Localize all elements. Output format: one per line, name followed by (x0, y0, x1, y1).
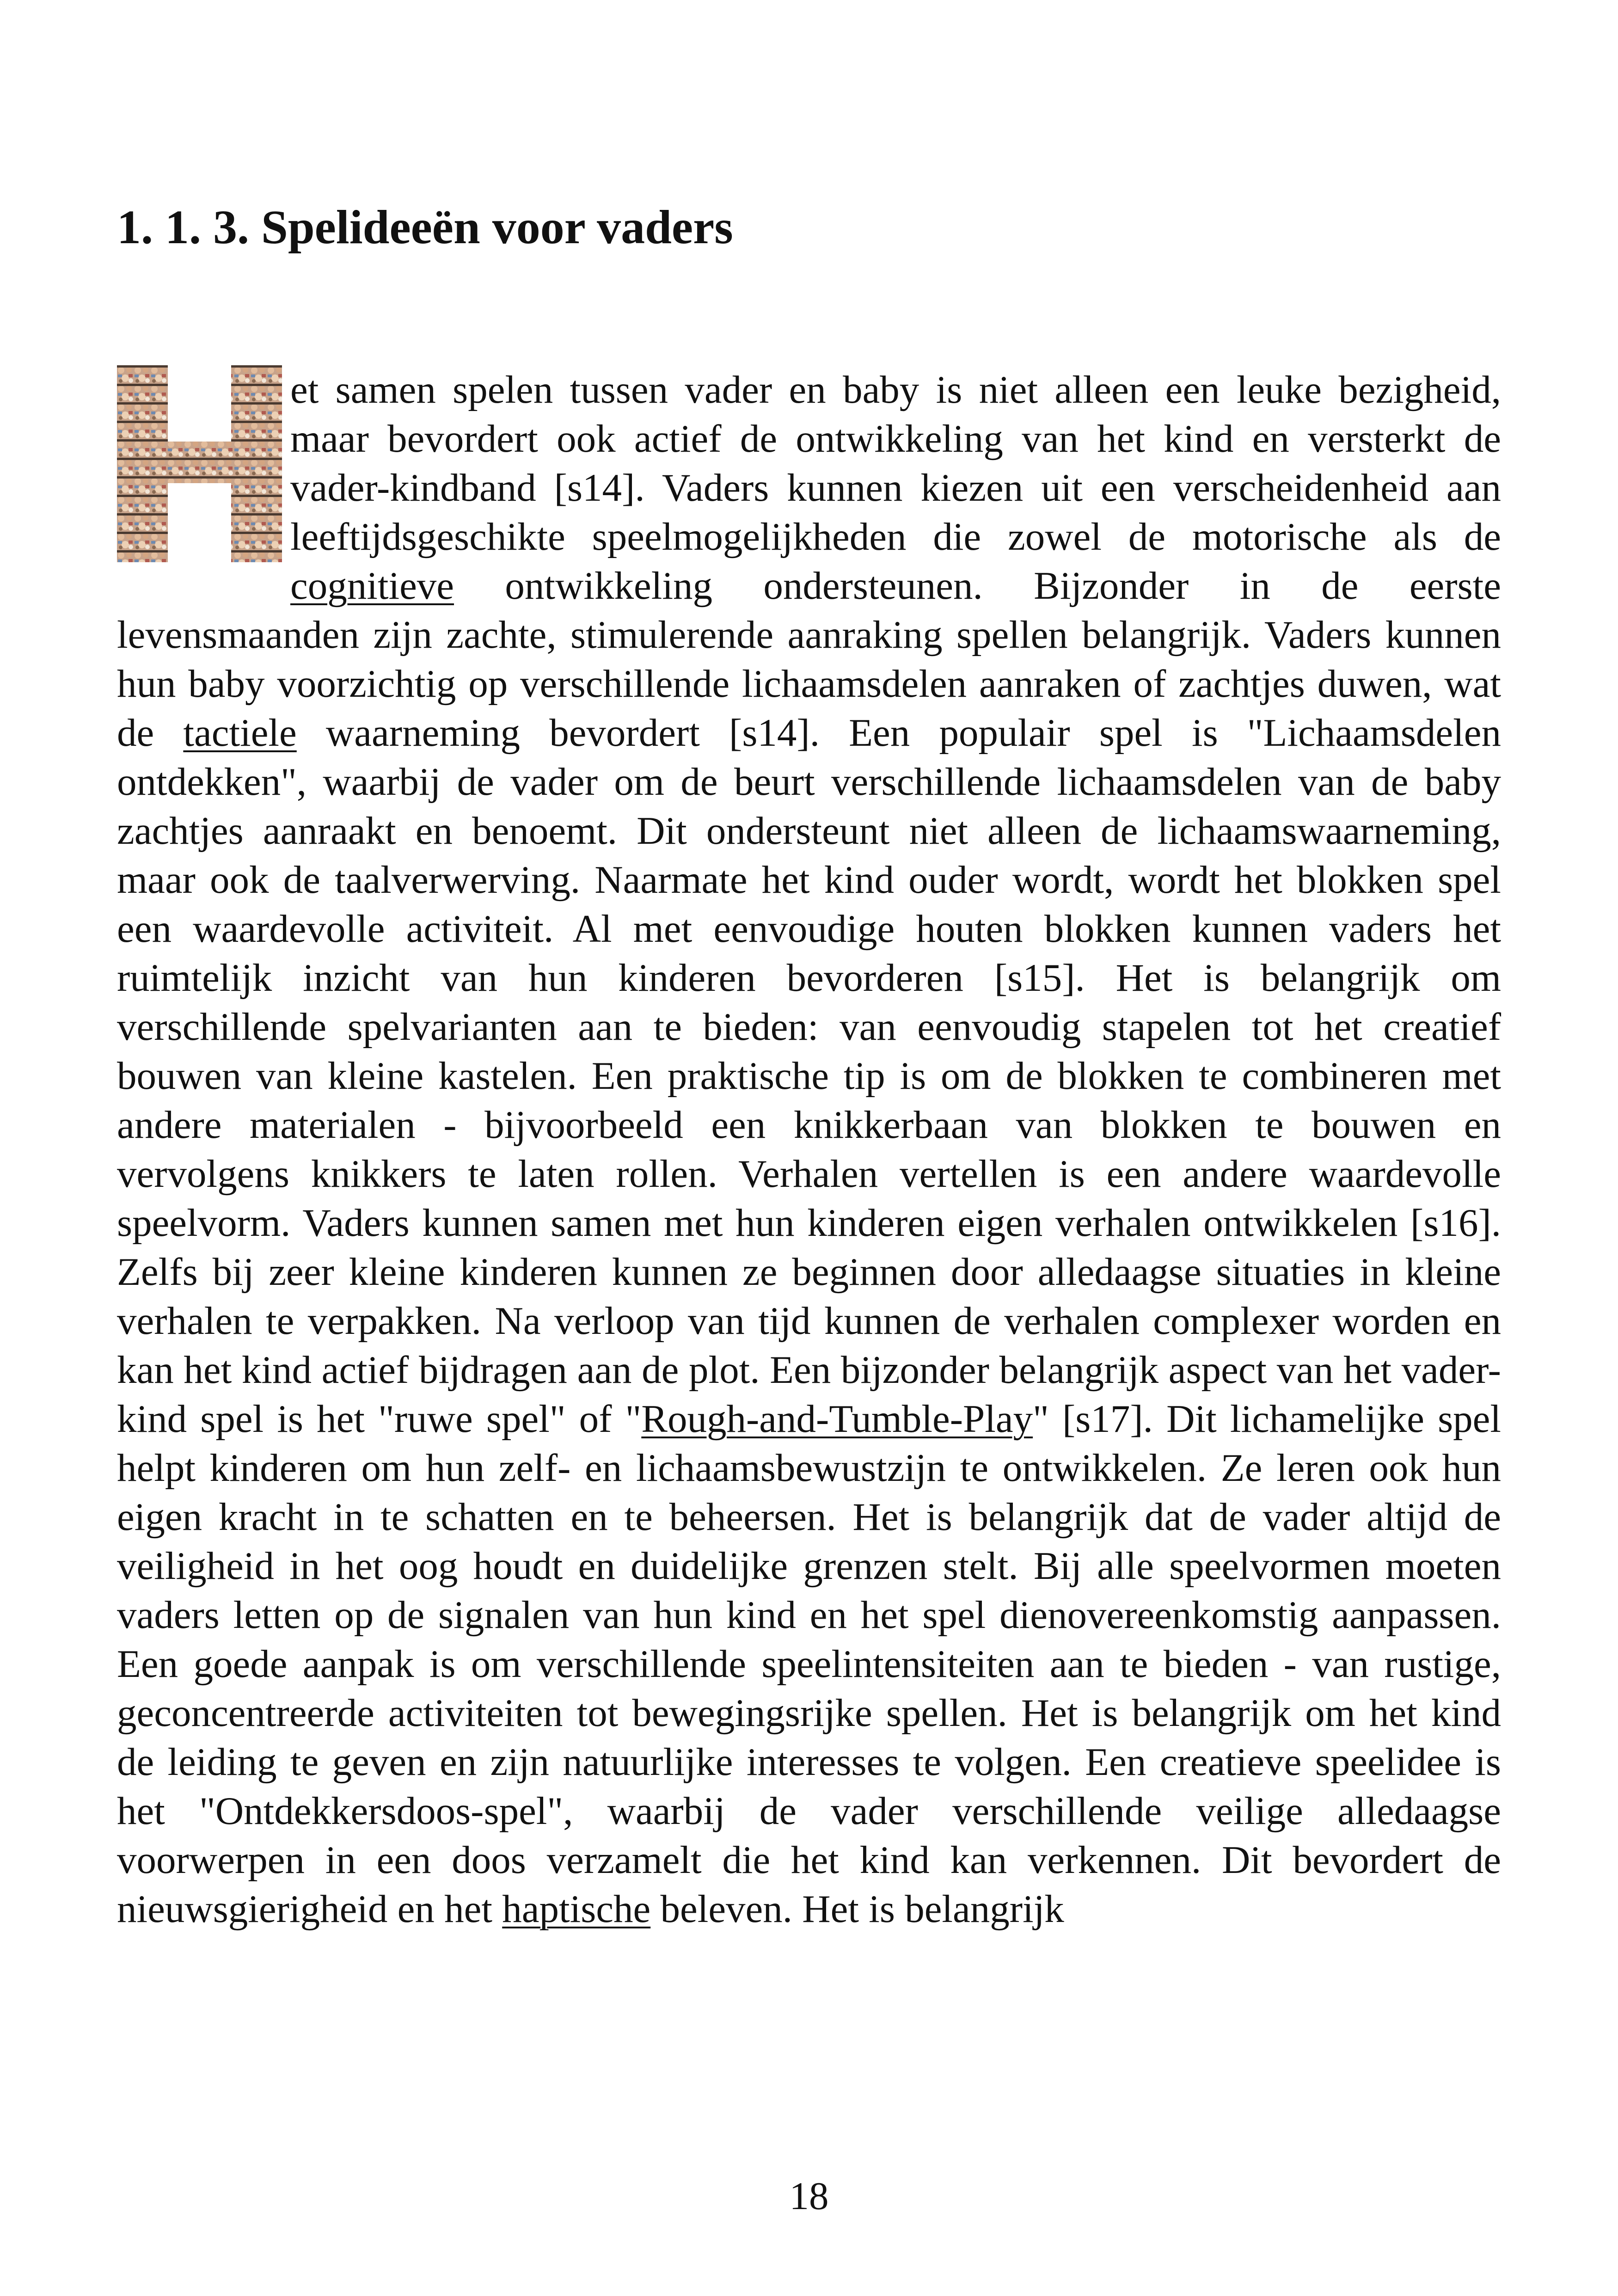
dropcap-h-photo-collage (117, 365, 282, 562)
body-text-run: ontwikkeling ondersteunen. Bijzonder in de eerste levensmaanden zijn zachte, stimulerende aanraking spellen belangrijk. Vaders kunnen hun baby voorzichtig op verschillende lichaamsdelen aanraken of zachtjes duwen, wat de (117, 564, 1501, 755)
body-text-run: et samen spelen tussen vader en baby is niet alleen een leuke bezigheid, maar bevordert ook actief de ontwikkeling van het kind en versterkt de vader-kindband [s14]. Vaders kunnen kiezen uit een verscheidenheid aan leeftijdsgeschikte speelmogelijkheden die zowel de motorische als de (290, 368, 1501, 559)
term-link-cognitieve[interactable]: cognitieve (290, 564, 454, 608)
body-text-run: beleven. Het is belangrijk (650, 1887, 1064, 1931)
term-link-haptische[interactable]: haptische (502, 1887, 651, 1931)
body-text-run: waarneming bevordert [s14]. Een populair spel is "Lichaamsdelen ontdekken", waarbij de vader om de beurt verschillende lichaamsdelen van de baby zachtjes aanraakt en benoemt. Dit ondersteunt niet alleen de lichaamswaarneming, maar ook de taalverwerving. Naarmate het kind ouder wordt, wordt het blokken spel een waardevolle activiteit. Al met eenvoudige houten blokken kunnen vaders het ruimtelijk inzicht van hun kinderen bevorderen [s15]. Het is belangrijk om verschillende spelvarianten aan te bieden: van eenvoudig stapelen tot het creatief bouwen van kleine kastelen. Een praktische tip is om de blokken te combineren met andere materialen - bijvoorbeeld een knikkerbaan van blokken te bouwen en vervolgens knikkers te laten rollen. Verhalen vertellen is een andere waardevolle speelvorm. Vaders kunnen samen met hun kinderen eigen verhalen ontwikkelen [s16]. Zelfs bij zeer kleine kinderen kunnen ze beginnen door alledaagse situaties in kleine verhalen te verpakken. Na verloop van tijd kunnen de verhalen complexer worden en kan het kind actief bijdragen aan de plot. Een bijzonder belangrijk aspect van het vader-kind spel is het "ruwe spel" of " (117, 711, 1501, 1441)
section-heading: 1. 1. 3. Spelideeën voor vaders (117, 201, 733, 254)
body-paragraph (117, 365, 1501, 1934)
term-link-tactiele[interactable]: tactiele (183, 711, 297, 755)
body-text-run: " [s17]. Dit lichamelijke spel helpt kinderen om hun zelf- en lichaamsbewustzijn te ontwikkelen. Ze leren ook hun eigen kracht in te schatten en te beheersen. Het is belangrijk dat de vader altijd de veiligheid in het oog houdt en duidelijke grenzen stelt. Bij alle speelvormen moeten vaders letten op de signalen van hun kind en het spel dienovereenkomstig aanpassen. Een goede aanpak is om verschillende speelintensiteiten aan te bieden - van rustige, geconcentreerde activiteiten tot bewegingsrijke spellen. Het is belangrijk om het kind de leiding te geven en zijn natuurlijke interesses te volgen. Een creatieve speelidee is het "Ontdekkersdoos-spel", waarbij de vader verschillende veilige alledaagse voorwerpen in een doos verzamelt die het kind kan verkennen. Dit bevordert de nieuwsgierigheid en het (117, 1397, 1501, 1931)
page-number: 18 (789, 2174, 829, 2218)
term-link-rough-and-tumble-play[interactable]: Rough-and-Tumble-Play (641, 1397, 1033, 1441)
